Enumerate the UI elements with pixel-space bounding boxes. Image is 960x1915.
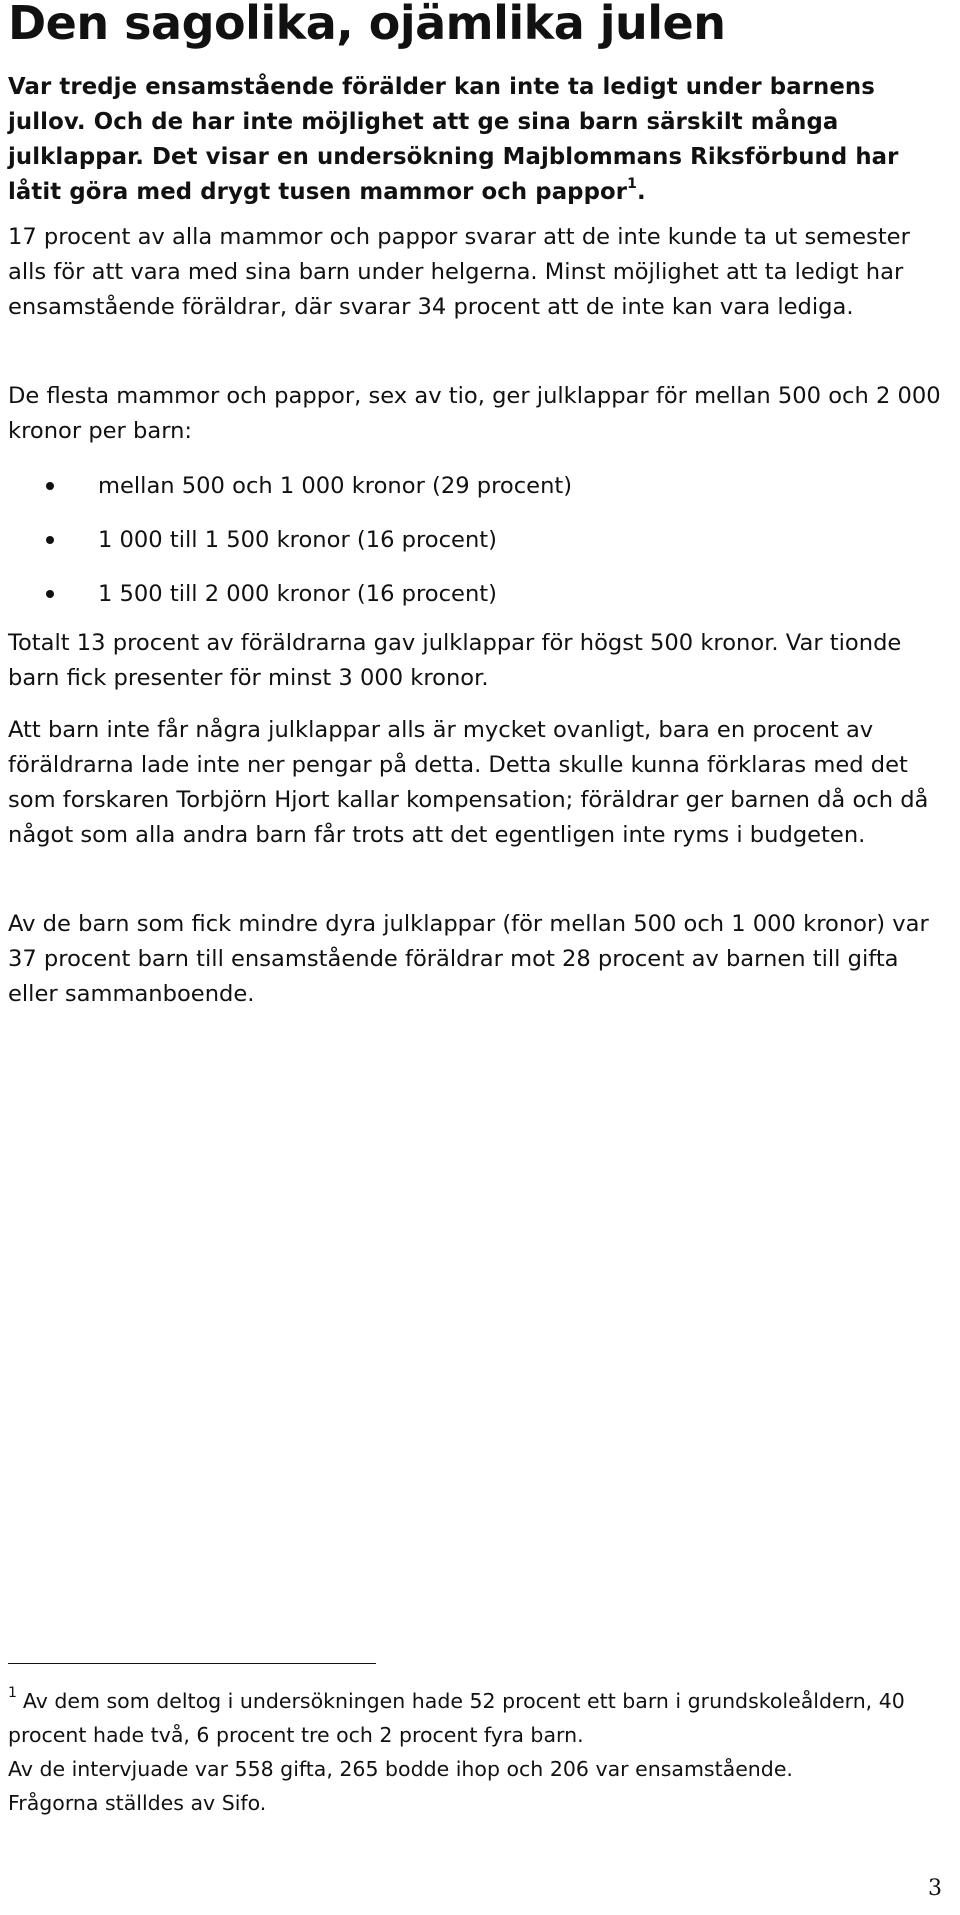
footnote-line: Frågorna ställdes av Sifo. xyxy=(8,1791,267,1815)
paragraph-compensation: Att barn inte får några julklappar alls är mycket ovanligt, bara en procent av föräldrarna lade inte ner pengar på detta. Detta skulle kunna förklaras med det som forskaren Torbjörn Hjort kallar kompensation; föräldrar ger barnen då och då något som alla andra barn får trots att det egentligen inte ryms i budgeten. xyxy=(8,717,929,848)
list-item xyxy=(8,567,943,621)
footnote xyxy=(8,1684,953,1820)
bullet-icon xyxy=(46,536,54,544)
lead-end: . xyxy=(636,179,646,205)
lead-text: Var tredje ensamstående förälder kan inte ta ledigt under barnens jullov. Och de har inte möjlighet att ge sina barn särskilt många julklappar. Det visar en undersökning Majblommans Riksförbund har låtit göra med drygt tusen mammor och pappor xyxy=(8,74,899,205)
footnote-divider xyxy=(8,1663,376,1664)
page-title: Den sagolika, ojämlika julen xyxy=(8,0,726,50)
list-item-text: 1 500 till 2 000 kronor (16 procent) xyxy=(98,581,497,607)
footnote-text: Av dem som deltog i undersökningen hade 52 procent ett barn i grundskoleåldern, 40 procent hade två, 6 procent tre och 2 procent fyra barn. xyxy=(8,1689,905,1747)
footnote-line: Av de intervjuade var 558 gifta, 265 bodde ihop och 206 var ensamstående. xyxy=(8,1757,793,1781)
paragraph-single-parents: Av de barn som fick mindre dyra julklappar (för mellan 500 och 1 000 kronor) var 37 procent barn till ensamstående föräldrar mot 28 procent av barnen till gifta eller sammanboende. xyxy=(8,911,929,1007)
list-item-text: 1 000 till 1 500 kronor (16 procent) xyxy=(98,527,497,553)
paragraph-vacation: 17 procent av alla mammor och pappor svarar att de inte kunde ta ut semester alls för att vara med sina barn under helgerna. Minst möjlighet att ta ledigt har ensamstående föräldrar, där svarar 34 procent att de inte kan vara lediga. xyxy=(8,224,910,320)
lead-paragraph xyxy=(8,70,943,210)
spending-list xyxy=(8,459,943,621)
bullet-icon xyxy=(46,482,54,490)
list-item xyxy=(8,513,943,567)
paragraph-gift-spending: De flesta mammor och pappor, sex av tio, ger julklappar för mellan 500 och 2 000 kronor per barn: xyxy=(8,383,941,444)
footnote-ref[interactable]: 1 xyxy=(627,176,637,193)
bullet-icon xyxy=(46,590,54,598)
list-item xyxy=(8,459,943,513)
page-number: 3 xyxy=(928,1876,942,1901)
paragraph-totals: Totalt 13 procent av föräldrarna gav julklappar för högst 500 kronor. Var tionde barn fick presenter för minst 3 000 kronor. xyxy=(8,630,902,691)
footnote-marker: 1 xyxy=(8,1685,17,1702)
footnote-line xyxy=(8,1684,953,1752)
list-item-text: mellan 500 och 1 000 kronor (29 procent) xyxy=(98,473,573,499)
